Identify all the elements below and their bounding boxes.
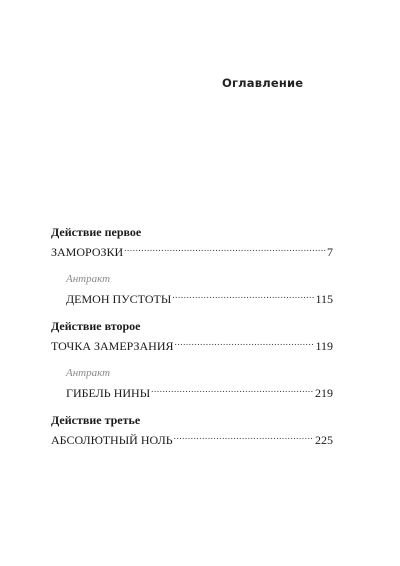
toc-act-3 (51, 412, 333, 447)
toc-interlude-2 (51, 365, 333, 400)
toc-entry[interactable] (66, 287, 333, 306)
toc-entry[interactable] (51, 428, 333, 447)
page-title: Оглавление (222, 76, 304, 90)
page-number: 7 (327, 245, 333, 259)
entry-title: ЗАМОРОЗКИ (51, 245, 124, 259)
dot-leader (174, 428, 314, 444)
toc-act-2 (51, 318, 333, 353)
page-number: 225 (315, 433, 333, 447)
act-heading: Действие второе (51, 319, 141, 333)
page-number: 119 (315, 339, 333, 353)
toc-entry[interactable] (51, 240, 333, 259)
table-of-contents (51, 224, 333, 459)
toc-act-1 (51, 224, 333, 259)
toc-interlude-1 (51, 271, 333, 306)
interlude-label: Антракт (66, 273, 111, 285)
entry-title: ДЕМОН ПУСТОТЫ (66, 292, 172, 306)
entry-title: ГИБЕЛЬ НИНЫ (66, 386, 151, 400)
dot-leader (151, 381, 314, 397)
page-number: 115 (315, 292, 333, 306)
toc-entry[interactable] (66, 381, 333, 400)
toc-entry[interactable] (51, 334, 333, 353)
page-number: 219 (315, 386, 333, 400)
interlude-label: Антракт (66, 367, 111, 379)
entry-title: АБСОЛЮТНЫЙ НОЛЬ (51, 433, 173, 447)
entry-title: ТОЧКА ЗАМЕРЗАНИЯ (51, 339, 174, 353)
act-heading: Действие первое (51, 225, 142, 239)
act-heading: Действие третье (51, 413, 141, 427)
dot-leader (124, 240, 326, 256)
dot-leader (175, 334, 315, 350)
dot-leader (172, 287, 314, 303)
